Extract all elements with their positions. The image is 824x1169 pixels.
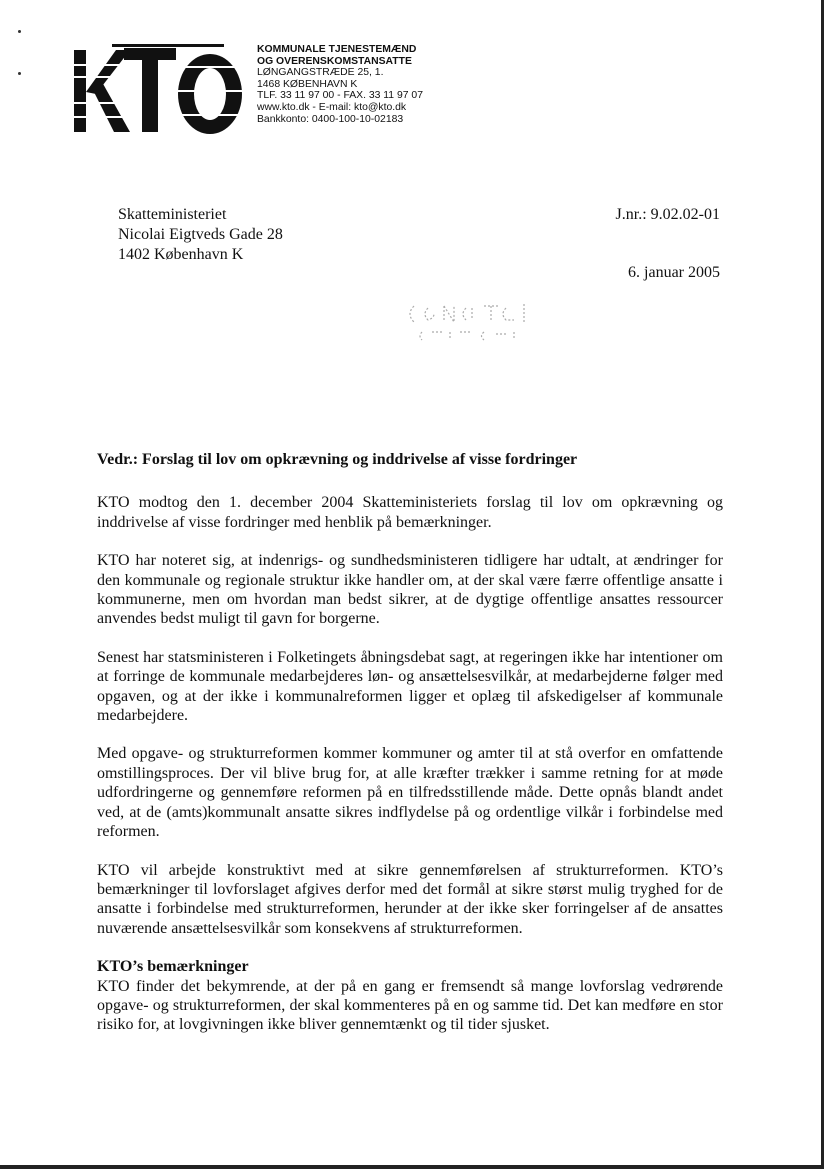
recipient-name: Skatteministeriet <box>118 206 227 223</box>
scan-speck <box>18 30 21 33</box>
body-paragraph: KTO har noteret sig, at indenrigs- og sundhedsministeren tidligere har udtalt, at ændringer for den kommunale og regionale struktur ikke handler om, at der skal være færre offentlige ansatte i kommunerne, men om hvordan man bedst sikrer, at de dygtige offentlige ansattes ressourcer anvendes bedst muligt til gavn for borgerne. <box>97 552 723 628</box>
letter-body <box>97 450 723 1054</box>
body-paragraph: KTO modtog den 1. december 2004 Skatteministeriets forslag til lov om opkrævning og inddrivelse af visse fordringer med henblik på bemærkninger. <box>97 494 723 531</box>
recipient-street: Nicolai Eigtveds Gade 28 <box>118 226 283 243</box>
org-address-city: 1468 KØBENHAVN K <box>257 78 358 90</box>
letterhead <box>257 44 423 125</box>
scan-edge-bottom <box>0 1165 824 1169</box>
org-bank-account: Bankkonto: 0400-100-10-02183 <box>257 113 404 125</box>
org-phone-fax: TLF. 33 11 97 00 - FAX. 33 11 97 07 <box>257 90 423 102</box>
body-paragraph: Med opgave- og strukturreformen kommer kommuner og amter til at stå overfor en omfattende omstillingsproces. Der vil blive brug for, at alle kræfter trækker i samme retning for at møde udfordringerne og gennemføre reformen på en tilfredsstillende måde. Dette opnås blandt andet ved, at de (amts)kommunalt ansatte sikres indflydelse på og ordentlige vilkår i forbindelse med reformen. <box>97 745 723 841</box>
section-heading: KTO’s bemærkninger <box>97 958 249 976</box>
org-name-line-1: KOMMUNALE TJENESTEMÆND <box>257 44 417 55</box>
body-paragraph: KTO vil arbejde konstruktivt med at sikre gennemførelsen af strukturreformen. KTO’s bemærkninger til lovforslaget afgives derfor med det formål at sikre størst mulig tryghed for de ansatte i forbindelse med strukturreformen, herunder at der ikke sker forringelser af de ansattes nuværende ansættelsesvilkår som konsekvens af strukturreformen. <box>97 861 723 937</box>
recipient-city: 1402 København K <box>118 246 244 263</box>
scan-speck <box>18 72 21 75</box>
letter-subject: Vedr.: Forslag til lov om opkrævning og inddrivelse af visse fordringer <box>97 451 578 468</box>
letter-date: 6. januar 2005 <box>628 264 720 281</box>
section-paragraph: KTO finder det bekymrende, at der på en gang er fremsendt så mange lovforslag vedrørende opgave- og strukturreformen, der skal kommenteres på en og samme tid. Det kan medføre en stor risiko for, at lovgivningen ikke bliver gennemtænkt og til tider sjusket. <box>97 977 723 1034</box>
received-stamp <box>400 298 540 346</box>
journal-number: J.nr.: 9.02.02-01 <box>615 206 720 223</box>
kto-logo <box>72 42 244 137</box>
org-name-line-2: OG OVERENSKOMSTANSATTE <box>257 55 412 67</box>
body-paragraph: Senest har statsministeren i Folketingets åbningsdebat sagt, at regeringen ikke har intentioner om at forringe de kommunale medarbejderes løn- og ansættelsesvilkår, at medarbejderne følger med opgaven, og at der ikke i kommunalreformen ligger et oplæg til afskedigelser af kommunale medarbejdere. <box>97 648 723 725</box>
org-web-email: www.kto.dk - E-mail: kto@kto.dk <box>257 101 407 113</box>
recipient-address <box>118 205 283 265</box>
org-address-street: LØNGANGSTRÆDE 25, 1. <box>257 67 384 79</box>
